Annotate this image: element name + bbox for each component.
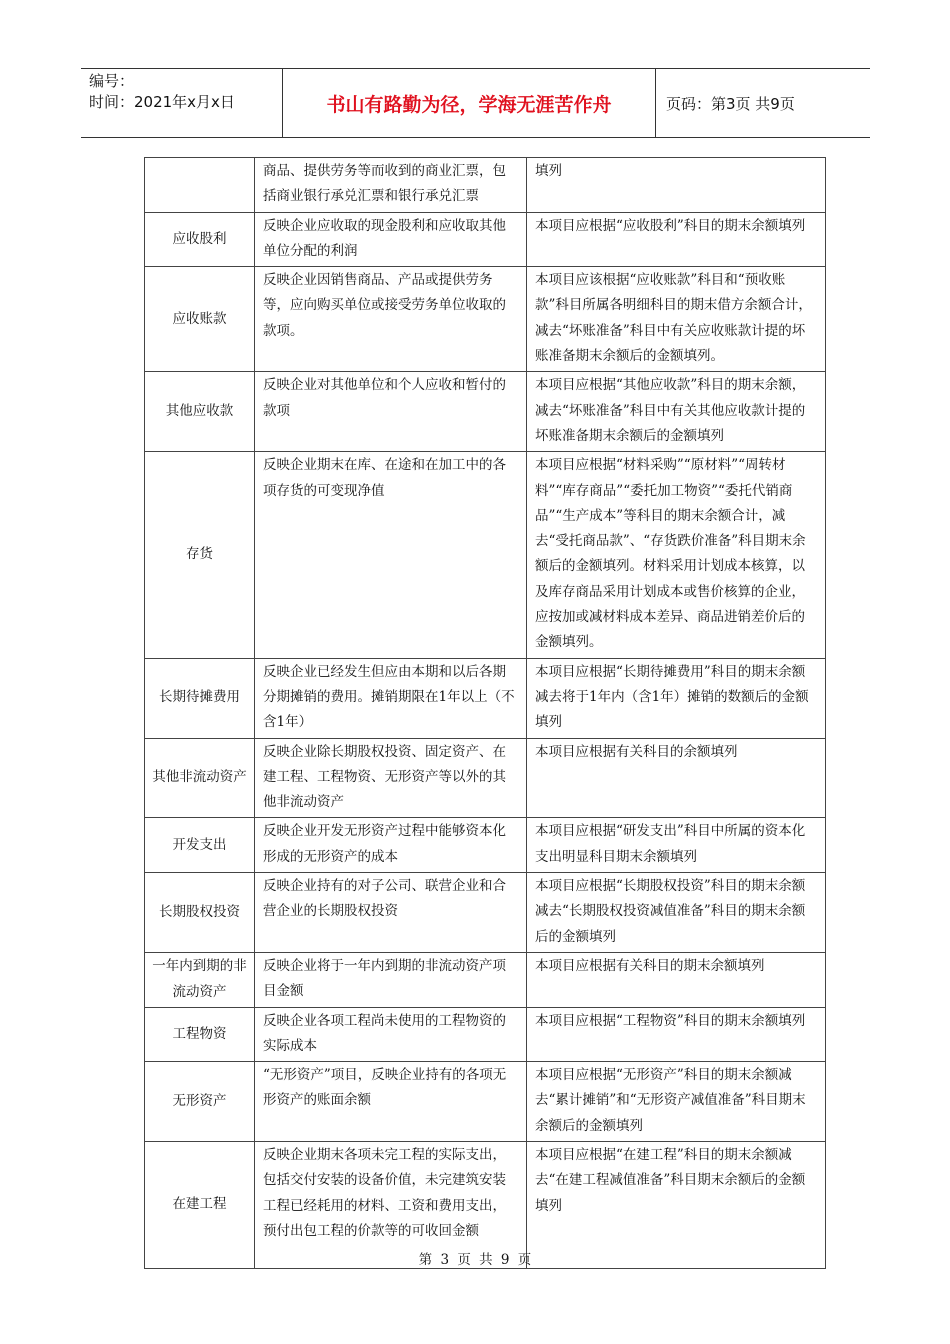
page-header — [81, 68, 870, 138]
fill-method-cell: 本项目应根据“在建工程”科目的期末余额减去“在建工程减值准备”科目期末余额后的金额填列 — [527, 1141, 826, 1268]
table-row — [145, 873, 826, 953]
item-name-cell: 工程物资 — [145, 1007, 255, 1062]
item-name-cell: 长期待摊费用 — [145, 658, 255, 738]
table-row — [145, 1062, 826, 1142]
item-name-cell: 在建工程 — [145, 1141, 255, 1268]
item-name-cell: 一年内到期的非流动资产 — [145, 952, 255, 1007]
item-description-cell: 反映企业应收取的现金股利和应收取其他单位分配的利润 — [255, 212, 527, 267]
item-description-cell: 反映企业期末各项未完工程的实际支出，包括交付安装的设备价值，未完建筑安装工程已经耗用的材料、工资和费用支出，预付出包工程的价款等的可收回金额 — [255, 1141, 527, 1268]
item-name-cell: 无形资产 — [145, 1062, 255, 1142]
table-row — [145, 658, 826, 738]
item-name-cell: 应收账款 — [145, 267, 255, 372]
item-description-cell: 反映企业开发无形资产过程中能够资本化形成的无形资产的成本 — [255, 818, 527, 873]
table-row — [145, 1007, 826, 1062]
item-description-cell: 反映企业持有的对子公司、联营企业和合营企业的长期股权投资 — [255, 873, 527, 953]
table-row — [145, 738, 826, 818]
header-meta — [81, 69, 283, 137]
document-number-label: 编号： — [89, 72, 135, 90]
table-row — [145, 952, 826, 1007]
fill-method-cell: 本项目应根据“研发支出”科目中所属的资本化支出明显科目期末余额填列 — [527, 818, 826, 873]
item-name-cell: 应收股利 — [145, 212, 255, 267]
item-name-cell: 存货 — [145, 452, 255, 658]
page-footer: 第 3 页 共 9 页 — [418, 1252, 532, 1268]
table-body — [145, 158, 826, 1269]
header-page-number: 页码：第3页 共9页 — [666, 94, 795, 113]
fill-method-cell: 本项目应根据“工程物资”科目的期末余额填列 — [527, 1007, 826, 1062]
item-description-cell: 反映企业各项工程尚未使用的工程物资的实际成本 — [255, 1007, 527, 1062]
fill-method-cell: 本项目应根据“无形资产”科目的期末余额减去“累计摊销”和“无形资产减值准备”科目期末余额后的金额填列 — [527, 1062, 826, 1142]
item-name-cell: 其他应收款 — [145, 372, 255, 452]
table-row — [145, 372, 826, 452]
item-description-cell: 反映企业已经发生但应由本期和以后各期分期摊销的费用。摊销期限在1年以上（不含1年） — [255, 658, 527, 738]
balance-sheet-items-table — [144, 157, 826, 1269]
table-row — [145, 212, 826, 267]
fill-method-cell: 本项目应根据“其他应收款”科目的期末余额，减去“坏账准备”科目中有关其他应收款计提的坏账准备期末余额后的金额填列 — [527, 372, 826, 452]
item-description-cell: 反映企业因销售商品、产品或提供劳务等，应向购买单位或接受劳务单位收取的款项。 — [255, 267, 527, 372]
table-row — [145, 452, 826, 658]
item-description-cell: 商品、提供劳务等而收到的商业汇票，包括商业银行承兑汇票和银行承兑汇票 — [255, 158, 527, 213]
fill-method-cell: 填列 — [527, 158, 826, 213]
fill-method-cell: 本项目应根据“应收股利”科目的期末余额填列 — [527, 212, 826, 267]
document-time-label: 时间：2021年x月x日 — [89, 93, 235, 111]
item-description-cell: 反映企业将于一年内到期的非流动资产项目金额 — [255, 952, 527, 1007]
item-description-cell: 反映企业除长期股权投资、固定资产、在建工程、工程物资、无形资产等以外的其他非流动资产 — [255, 738, 527, 818]
fill-method-cell: 本项目应根据“材料采购”“原材料”“周转材料”“库存商品”“委托加工物资”“委托代销商品”“生产成本”等科目的期末余额合计，减去“受托商品款”、“存货跌价准备”科目期末余额后的金额填列。材料采用计划成本核算，以及库存商品采用计划成本或售价核算的企业，应按加或减材料成本差异、商品进销差价后的金额填列。 — [527, 452, 826, 658]
table-row — [145, 267, 826, 372]
table-row — [145, 818, 826, 873]
item-name-cell: 开发支出 — [145, 818, 255, 873]
item-description-cell: “无形资产”项目，反映企业持有的各项无形资产的账面余额 — [255, 1062, 527, 1142]
item-description-cell: 反映企业期末在库、在途和在加工中的各项存货的可变现净值 — [255, 452, 527, 658]
header-slogan: 书山有路勤为径，学海无涯苦作舟 — [283, 69, 656, 137]
item-name-cell — [145, 158, 255, 213]
item-name-cell: 其他非流动资产 — [145, 738, 255, 818]
fill-method-cell: 本项目应根据“长期股权投资”科目的期末余额减去“长期股权投资减值准备”科目的期末余额后的金额填列 — [527, 873, 826, 953]
item-description-cell: 反映企业对其他单位和个人应收和暂付的款项 — [255, 372, 527, 452]
fill-method-cell: 本项目应根据有关科目的期末余额填列 — [527, 952, 826, 1007]
fill-method-cell: 本项目应根据“长期待摊费用”科目的期末余额减去将于1年内（含1年）摊销的数额后的金额填列 — [527, 658, 826, 738]
item-name-cell: 长期股权投资 — [145, 873, 255, 953]
fill-method-cell: 本项目应该根据“应收账款”科目和“预收账款”科目所属各明细科目的期末借方余额合计，减去“坏账准备”科目中有关应收账款计提的坏账准备期末余额后的金额填列。 — [527, 267, 826, 372]
table-row — [145, 158, 826, 213]
fill-method-cell: 本项目应根据有关科目的余额填列 — [527, 738, 826, 818]
